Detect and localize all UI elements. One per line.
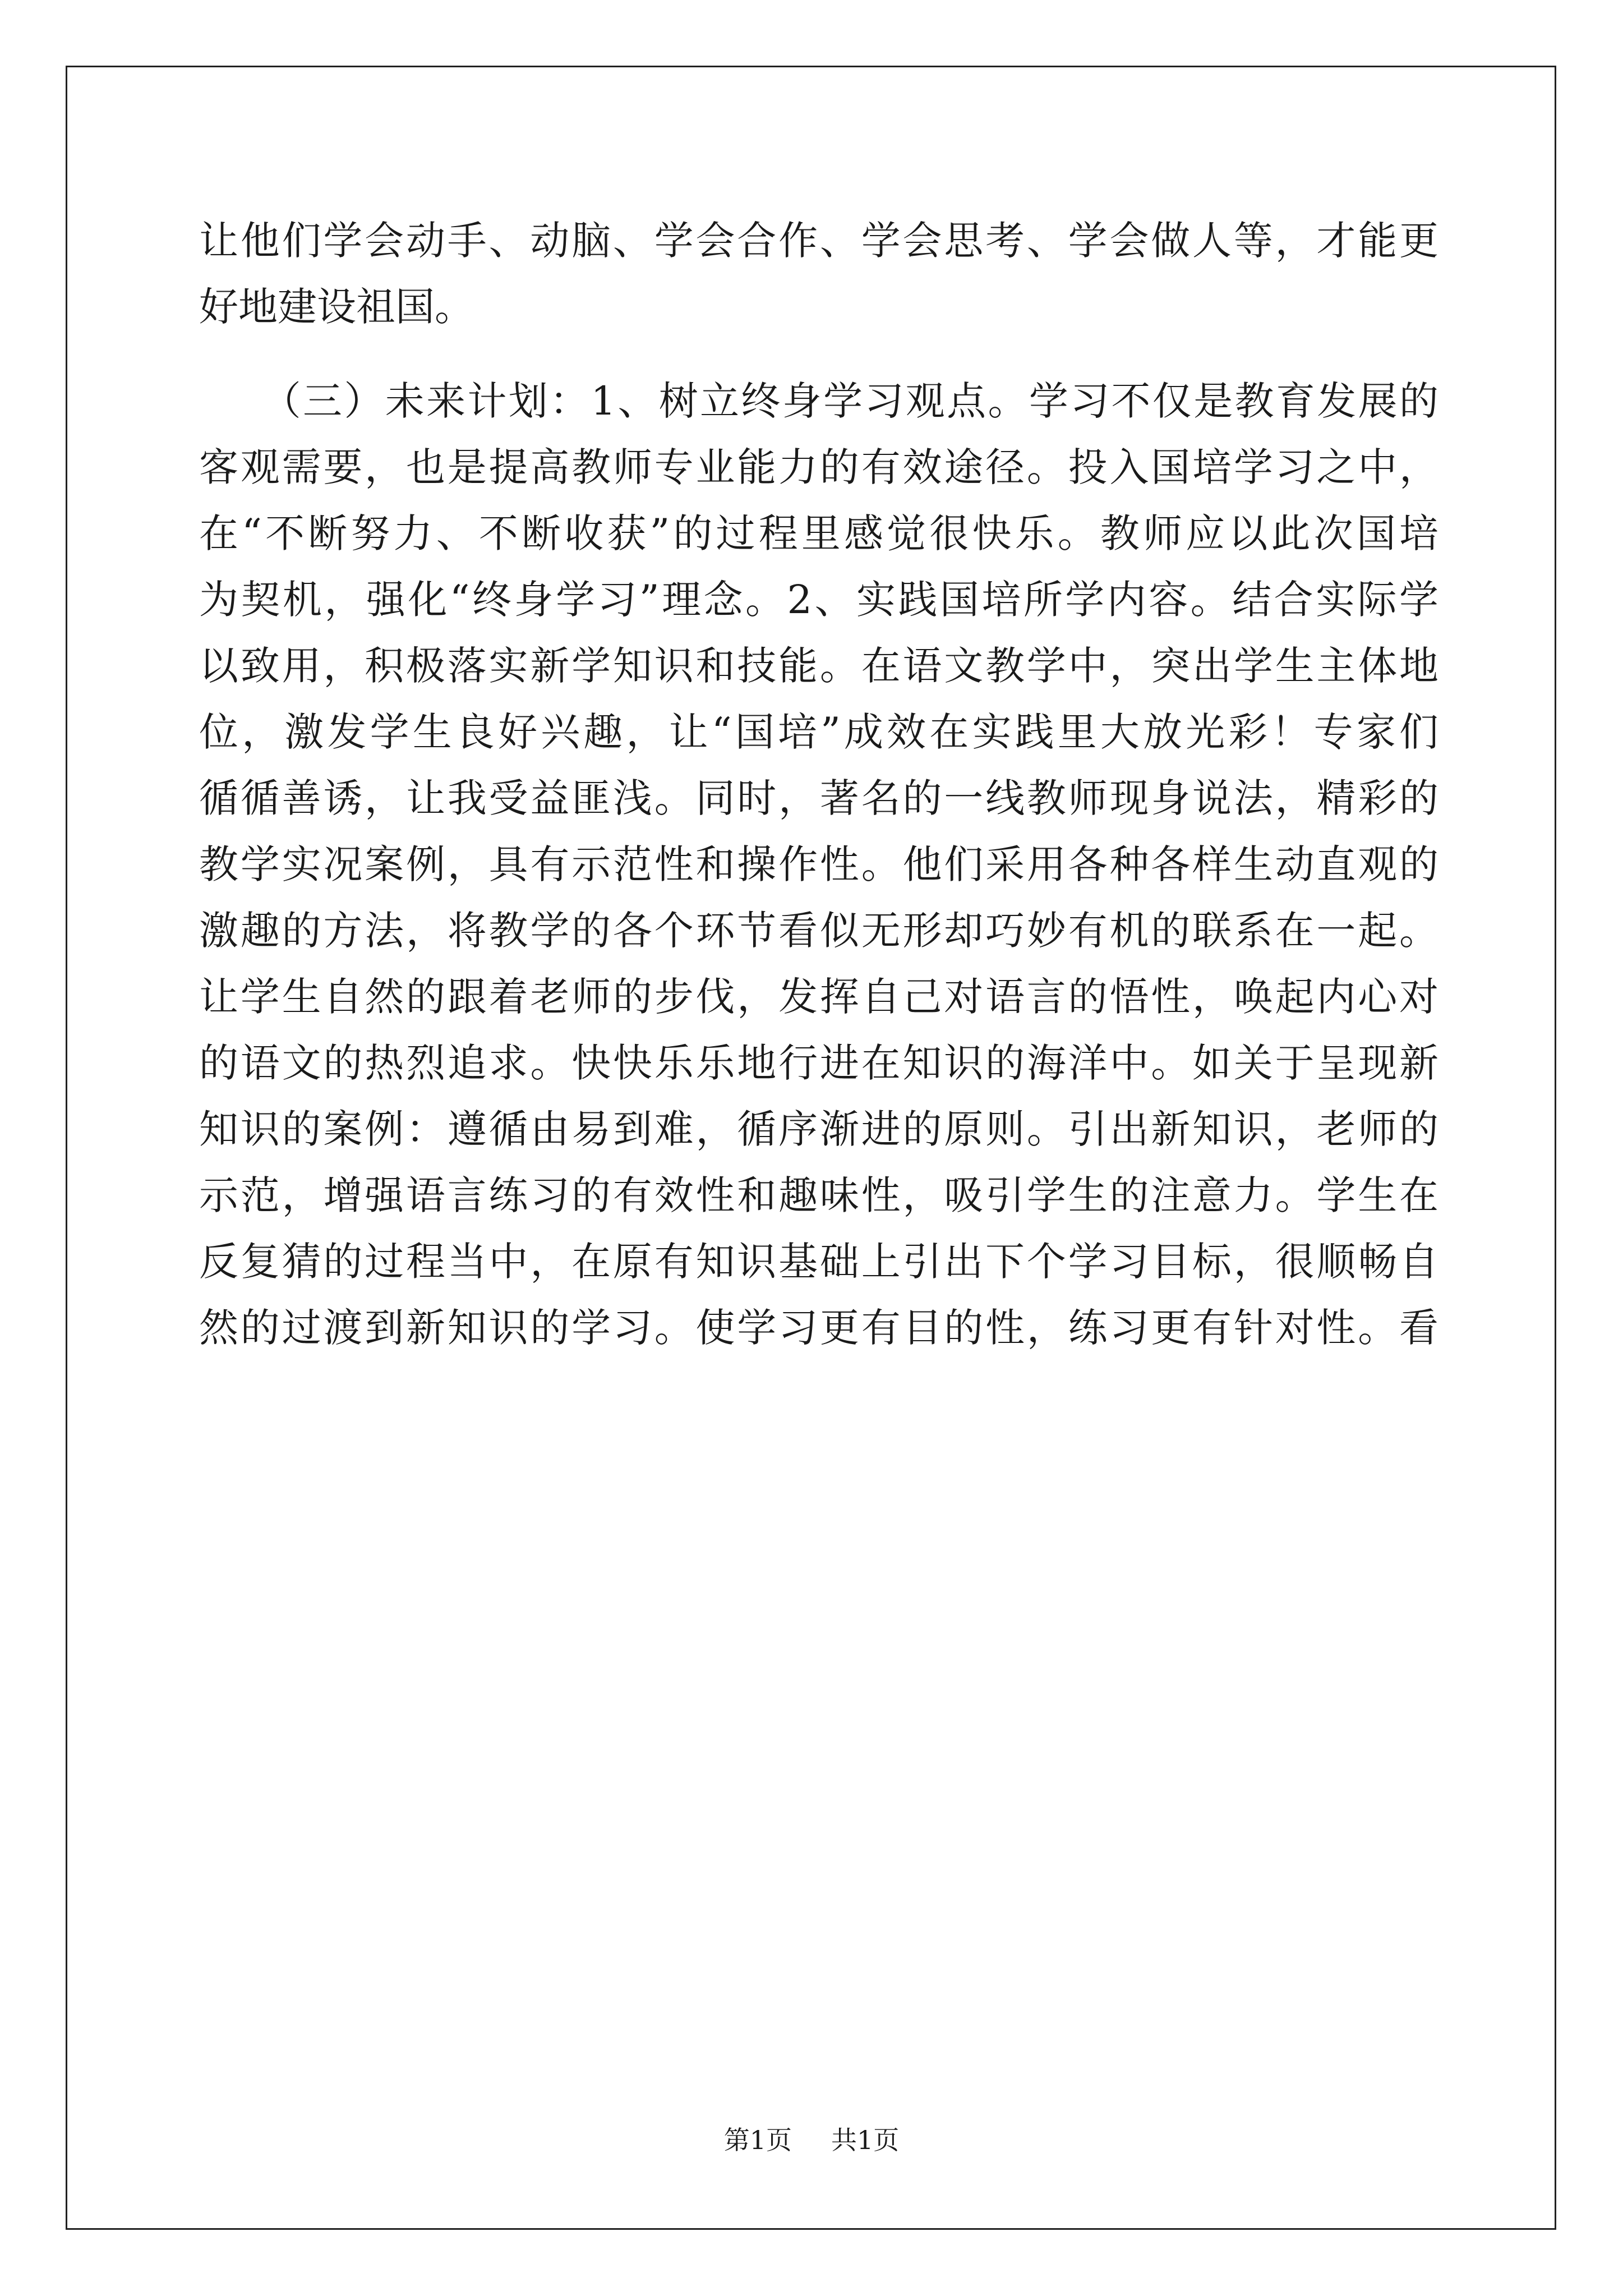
page-footer [0,2123,1623,2157]
text-line: 让他们学会动手、动脑、学会合作、学会思考、学会做人等，才能更 [199,218,1438,264]
text-line: 知识的案例：遵循由易到难，循序渐进的原则。引出新知识，老师的 [199,1106,1438,1152]
total-pages: 共1页 [831,2125,900,2155]
text-line: 示范，增强语言练习的有效性和趣味性，吸引学生的注意力。学生在 [199,1172,1438,1218]
text-line: 好地建设祖国。 [199,284,474,330]
paragraph-2 [199,368,1438,1361]
text-line: 然的过渡到新知识的学习。使学习更有目的性，练习更有针对性。看 [199,1305,1438,1351]
text-line: 让学生自然的跟着老师的步伐，发挥自己对语言的悟性，唤起内心对 [199,974,1438,1020]
text-line: 为契机，强化“终身学习”理念。2、实践国培所学内容。结合实际学 [199,577,1438,623]
text-line: 激趣的方法，将教学的各个环节看似无形却巧妙有机的联系在一起。 [199,908,1438,954]
text-line: 循循善诱，让我受益匪浅。同时，著名的一线教师现身说法，精彩的 [199,775,1438,821]
text-line: （三）未来计划：1、树立终身学习观点。学习不仅是教育发展的 [199,378,1438,424]
text-line: 位，激发学生良好兴趣，让“国培”成效在实践里大放光彩！专家们 [199,709,1438,755]
paragraph-1 [199,208,1438,340]
text-line: 反复猜的过程当中，在原有知识基础上引出下个学习目标，很顺畅自 [199,1239,1438,1285]
paragraph-spacer [199,340,1438,368]
text-line: 的语文的热烈追求。快快乐乐地行进在知识的海洋中。如关于呈现新 [199,1040,1438,1086]
text-line: 在“不断努力、不断收获”的过程里感觉很快乐。教师应以此次国培 [199,510,1438,556]
text-line: 客观需要，也是提高教师专业能力的有效途径。投入国培学习之中， [199,444,1438,490]
text-line: 教学实况案例，具有示范性和操作性。他们采用各种各样生动直观的 [199,841,1438,887]
document-body [199,208,1438,1361]
page-number: 第1页 [723,2125,792,2155]
text-line: 以致用，积极落实新学知识和技能。在语文教学中，突出学生主体地 [199,643,1438,689]
